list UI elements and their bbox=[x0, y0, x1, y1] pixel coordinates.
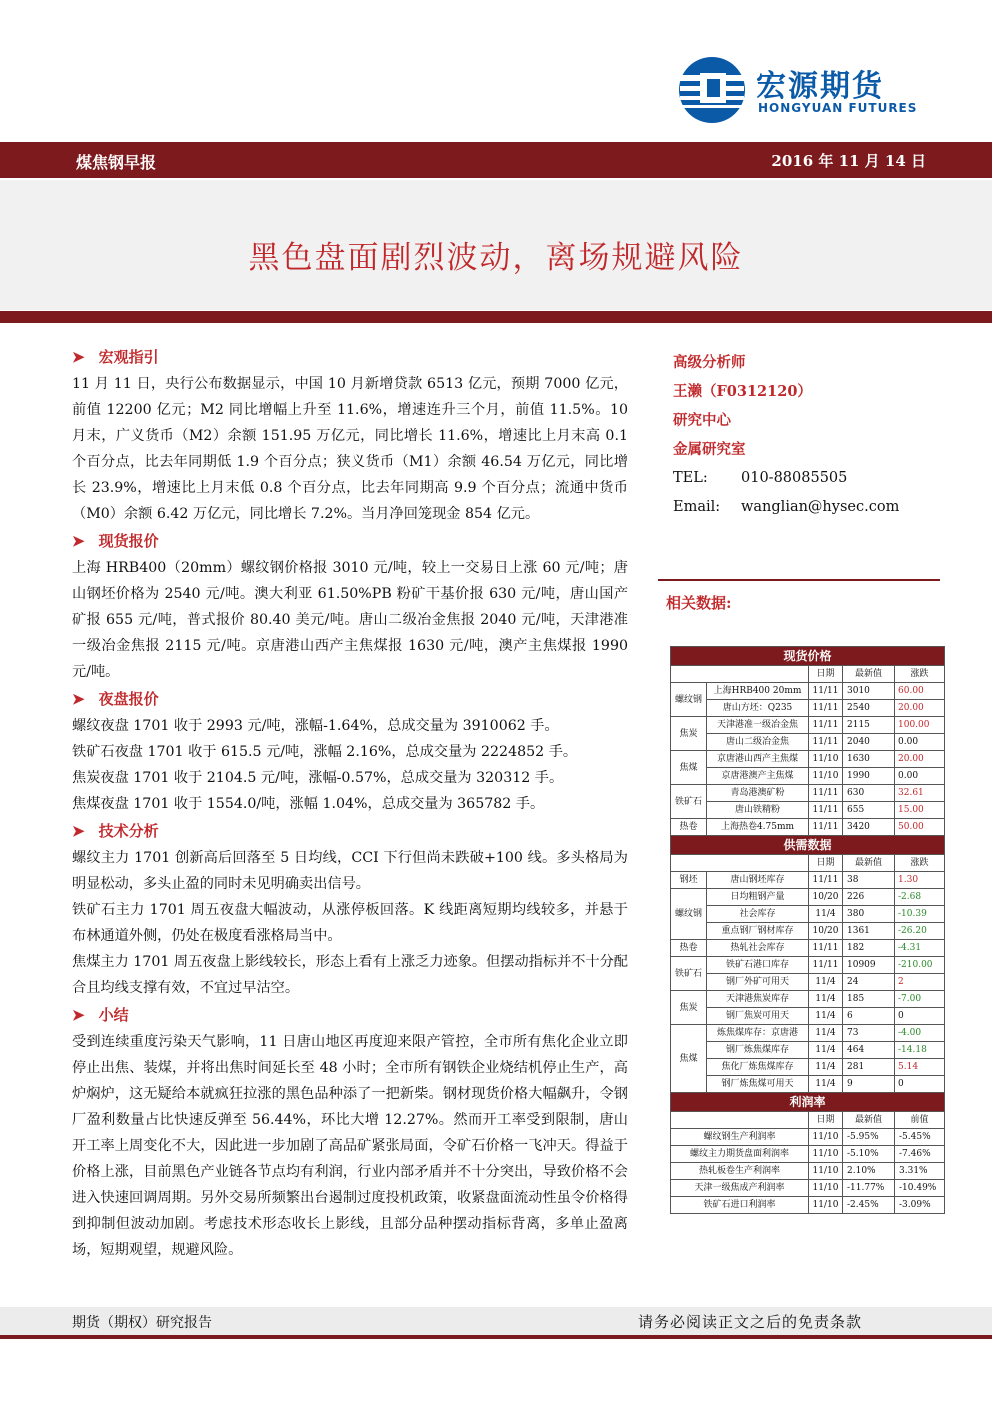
table-row bbox=[671, 1008, 945, 1025]
column-header: 日期 bbox=[809, 855, 843, 872]
item-cell: 青岛港澳矿粉 bbox=[707, 785, 809, 802]
item-cell: 热轧板卷生产利润率 bbox=[671, 1163, 809, 1180]
table-row bbox=[671, 785, 945, 802]
brand-logo bbox=[676, 55, 936, 125]
date-cell: 11/10 bbox=[809, 1180, 843, 1197]
value-cell: 2.10% bbox=[843, 1163, 895, 1180]
value-cell: 1990 bbox=[843, 768, 895, 785]
item-cell: 日均粗钢产量 bbox=[707, 889, 809, 906]
value-cell: 182 bbox=[843, 940, 895, 957]
brand-name-en: HONGYUAN FUTURES bbox=[758, 101, 918, 115]
section-spot bbox=[72, 527, 628, 685]
previous-value-cell: -7.46% bbox=[895, 1146, 945, 1163]
category-cell: 铁矿石 bbox=[671, 785, 707, 819]
footer-disclaimer: 请务必阅读正文之后的免责条款 bbox=[638, 1313, 863, 1331]
analyst-name: 王濑（F0312120） bbox=[673, 383, 812, 400]
item-cell: 上海热卷4.75mm bbox=[707, 819, 809, 836]
analyst-email[interactable]: wanglian@hysec.com bbox=[741, 499, 900, 515]
category-cell: 钢坯 bbox=[671, 872, 707, 889]
date-cell: 11/11 bbox=[809, 734, 843, 751]
header-bar bbox=[0, 142, 992, 178]
section-night bbox=[72, 685, 628, 817]
change-cell: 32.61 bbox=[895, 785, 945, 802]
market-data-table bbox=[670, 646, 945, 1214]
table-row bbox=[671, 751, 945, 768]
date-cell: 11/4 bbox=[809, 1059, 843, 1076]
paragraph: 焦煤主力 1701 周五夜盘上影线较长，形态上看有上涨乏力迹象。但摆动指标并不十分配合且均线支撑有效，不宜过早沽空。 bbox=[72, 954, 628, 996]
header-blank bbox=[671, 666, 809, 683]
date-cell: 11/10 bbox=[809, 1163, 843, 1180]
item-cell: 京唐港山西产主焦煤 bbox=[707, 751, 809, 768]
change-cell: 50.00 bbox=[895, 819, 945, 836]
header-blank bbox=[671, 1112, 809, 1129]
date-cell: 10/20 bbox=[809, 889, 843, 906]
table-column-header bbox=[671, 1112, 945, 1129]
date-cell: 11/4 bbox=[809, 991, 843, 1008]
title-rule bbox=[0, 311, 992, 323]
date-cell: 11/4 bbox=[809, 974, 843, 991]
chevron-right-icon: ➤ bbox=[72, 348, 85, 366]
column-header: 最新值 bbox=[843, 855, 895, 872]
table-column-header bbox=[671, 855, 945, 872]
side-divider bbox=[658, 579, 940, 581]
analyst-dept: 研究中心 bbox=[673, 412, 731, 429]
date-cell: 11/11 bbox=[809, 940, 843, 957]
item-cell: 焦化厂炼焦煤库存 bbox=[707, 1059, 809, 1076]
value-cell: 281 bbox=[843, 1059, 895, 1076]
table-row bbox=[671, 1146, 945, 1163]
column-header: 前值 bbox=[895, 1112, 945, 1129]
change-cell: 60.00 bbox=[895, 683, 945, 700]
value-cell: 3010 bbox=[843, 683, 895, 700]
item-cell: 天津港准一级冶金焦 bbox=[707, 717, 809, 734]
item-cell: 京唐港澳产主焦煤 bbox=[707, 768, 809, 785]
paragraph: 11 月 11 日，央行公布数据显示，中国 10 月新增贷款 6513 亿元，预期 7000 亿元，前值 12200 亿元；M2 同比增幅上升至 11.6%，增速连升三个月，前值 11.5%。10 月末，广义货币（M2）余额 151.95 万亿元，同比增长 11.6%，增速比上月末高 0.1 个百分点，比去年同期低 1.9 个百分点；狭义货币（M1）余额 46.54 万亿元，同比增长 23.9%，增速比上月末低 0.8 个百分点，比去年同期高 9.9 个百分点；流通中货币（M0）余额 6.42 万亿元，同比增长 7.2%。当月净回笼现金 854 亿元。 bbox=[72, 376, 628, 522]
paragraph: 上海 HRB400（20mm）螺纹钢价格报 3010 元/吨，较上一交易日上涨 60 元/吨；唐山钢坯价格为 2540 元/吨。澳大利亚 61.50%PB 粉矿干基价报 630 元/吨，唐山国产矿报 655 元/吨，普式报价 80.40 美元/吨。唐山二级冶金焦报 2040 元/吨，天津港准一级冶金焦报 2115 元/吨。京唐港山西产主焦煤报 1630 元/吨，澳产主焦煤报 1990 元/吨。 bbox=[72, 560, 629, 680]
chevron-right-icon: ➤ bbox=[72, 822, 85, 840]
date-cell: 11/11 bbox=[809, 683, 843, 700]
change-cell: -10.39 bbox=[895, 906, 945, 923]
header-blank bbox=[671, 855, 809, 872]
change-cell: 1.30 bbox=[895, 872, 945, 889]
date-cell: 11/11 bbox=[809, 802, 843, 819]
previous-value-cell: -10.49% bbox=[895, 1180, 945, 1197]
table-row bbox=[671, 1163, 945, 1180]
change-cell: 2 bbox=[895, 974, 945, 991]
item-cell: 钢厂焦炭可用天 bbox=[707, 1008, 809, 1025]
category-cell: 焦煤 bbox=[671, 751, 707, 785]
analyst-team: 金属研究室 bbox=[673, 441, 746, 458]
footer-report-type: 期货（期权）研究报告 bbox=[72, 1315, 212, 1331]
value-cell: 226 bbox=[843, 889, 895, 906]
chevron-right-icon: ➤ bbox=[72, 532, 85, 550]
value-cell: 2040 bbox=[843, 734, 895, 751]
category-cell: 热卷 bbox=[671, 819, 707, 836]
change-cell: -210.00 bbox=[895, 957, 945, 974]
chevron-right-icon: ➤ bbox=[72, 1006, 85, 1024]
change-cell: -4.31 bbox=[895, 940, 945, 957]
category-cell: 焦炭 bbox=[671, 991, 707, 1025]
table-band bbox=[671, 836, 945, 855]
change-cell: 15.00 bbox=[895, 802, 945, 819]
section-heading: 夜盘报价 bbox=[98, 690, 159, 708]
value-cell: 38 bbox=[843, 872, 895, 889]
previous-value-cell: -3.09% bbox=[895, 1197, 945, 1214]
related-data-title: 相关数据: bbox=[666, 594, 732, 612]
paragraph: 焦煤夜盘 1701 收于 1554.0/吨，涨幅 1.04%，总成交量为 365782 手。 bbox=[72, 796, 545, 812]
item-cell: 螺纹主力期货盘面利润率 bbox=[671, 1146, 809, 1163]
section-heading: 技术分析 bbox=[98, 822, 159, 840]
change-cell: 100.00 bbox=[895, 717, 945, 734]
change-cell: -2.68 bbox=[895, 889, 945, 906]
date-cell: 11/10 bbox=[809, 1197, 843, 1214]
table-row bbox=[671, 923, 945, 940]
item-cell: 钢厂外矿可用天 bbox=[707, 974, 809, 991]
date-cell: 11/4 bbox=[809, 1076, 843, 1093]
date-cell: 11/10 bbox=[809, 751, 843, 768]
section-technical bbox=[72, 817, 628, 1001]
date-cell: 11/11 bbox=[809, 700, 843, 717]
table-row bbox=[671, 802, 945, 819]
table-row bbox=[671, 974, 945, 991]
table-row bbox=[671, 906, 945, 923]
date-cell: 11/11 bbox=[809, 717, 843, 734]
chevron-right-icon: ➤ bbox=[72, 690, 85, 708]
value-cell: 3420 bbox=[843, 819, 895, 836]
report-date: 2016 年 11 月 14 日 bbox=[771, 152, 926, 170]
table-row bbox=[671, 700, 945, 717]
column-header: 涨跌 bbox=[895, 666, 945, 683]
date-cell: 11/4 bbox=[809, 906, 843, 923]
table-band bbox=[671, 647, 945, 666]
band-title: 利润率 bbox=[671, 1093, 945, 1112]
change-cell: 0.00 bbox=[895, 734, 945, 751]
table-row bbox=[671, 1059, 945, 1076]
item-cell: 唐山二级冶金焦 bbox=[707, 734, 809, 751]
table-row bbox=[671, 1025, 945, 1042]
table-row bbox=[671, 1129, 945, 1146]
value-cell: 655 bbox=[843, 802, 895, 819]
item-cell: 唐山铁精粉 bbox=[707, 802, 809, 819]
value-cell: 630 bbox=[843, 785, 895, 802]
analyst-role: 高级分析师 bbox=[673, 354, 746, 371]
item-cell: 上海HRB400 20mm bbox=[707, 683, 809, 700]
item-cell: 钢厂炼焦煤库存 bbox=[707, 1042, 809, 1059]
paragraph: 受到连续重度污染天气影响，11 日唐山地区再度迎来限产管控，全市所有焦化企业立即停止出焦、装煤，并将出焦时间延长至 48 小时；全市所有钢铁企业烧结机停止生产，高炉焖炉，这无疑给本就疯狂拉涨的黑色品种添了一把新柴。钢材现货价格大幅飙升，令钢厂盈利数量占比快速反弹至 56.44%，环比大增 12.27%。然而开工率受到限制，唐山开工率上周变化不大，因此进一步加剧了高品矿紧张局面，令矿石价格一飞冲天。得益于价格上涨，目前黑色产业链各节点均有利润，行业内部矛盾并不十分突出，导致价格不会进入快速回调周期。另外交易所频繁出台遏制过度投机政策，收紧盘面流动性虽令价格得到抑制但波动加剧。考虑技术形态收长上影线，且部分品种摆动指标背离，多单止盈离场，短期观望，规避风险。 bbox=[72, 1034, 628, 1258]
value-cell: 2115 bbox=[843, 717, 895, 734]
table-row bbox=[671, 734, 945, 751]
paragraph: 螺纹夜盘 1701 收于 2993 元/吨，涨幅-1.64%，总成交量为 3910062 手。 bbox=[72, 718, 559, 734]
category-cell: 焦炭 bbox=[671, 717, 707, 751]
date-cell: 11/11 bbox=[809, 957, 843, 974]
value-cell: 2540 bbox=[843, 700, 895, 717]
change-cell: 5.14 bbox=[895, 1059, 945, 1076]
table-row bbox=[671, 1042, 945, 1059]
date-cell: 11/11 bbox=[809, 785, 843, 802]
item-cell: 钢厂炼焦煤可用天 bbox=[707, 1076, 809, 1093]
item-cell: 天津港焦炭库存 bbox=[707, 991, 809, 1008]
previous-value-cell: -5.45% bbox=[895, 1129, 945, 1146]
item-cell: 铁矿石进口利润率 bbox=[671, 1197, 809, 1214]
category-cell: 螺纹钢 bbox=[671, 683, 707, 717]
change-cell: 20.00 bbox=[895, 751, 945, 768]
column-header: 日期 bbox=[809, 1112, 843, 1129]
tel-label: TEL: bbox=[673, 470, 708, 486]
change-cell: 20.00 bbox=[895, 700, 945, 717]
category-cell: 螺纹钢 bbox=[671, 889, 707, 940]
change-cell: -26.20 bbox=[895, 923, 945, 940]
paragraph: 螺纹主力 1701 创新高后回落至 5 日均线，CCI 下行但尚未跌破+100 线。多头格局为明显松动，多头止盈的同时未见明确卖出信号。 bbox=[72, 850, 628, 892]
section-macro bbox=[72, 343, 628, 527]
item-cell: 热轧社会库存 bbox=[707, 940, 809, 957]
footer-rule bbox=[0, 1335, 992, 1339]
band-title: 供需数据 bbox=[671, 836, 945, 855]
item-cell: 社会库存 bbox=[707, 906, 809, 923]
value-cell: 73 bbox=[843, 1025, 895, 1042]
section-summary bbox=[72, 1001, 628, 1263]
date-cell: 11/11 bbox=[809, 872, 843, 889]
band-title: 现货价格 bbox=[671, 647, 945, 666]
table-column-header bbox=[671, 666, 945, 683]
item-cell: 天津一级焦成产利润率 bbox=[671, 1180, 809, 1197]
table-row bbox=[671, 872, 945, 889]
analyst-info bbox=[673, 348, 899, 522]
value-cell: -11.77% bbox=[843, 1180, 895, 1197]
category-cell: 热卷 bbox=[671, 940, 707, 957]
previous-value-cell: 3.31% bbox=[895, 1163, 945, 1180]
date-cell: 11/4 bbox=[809, 1008, 843, 1025]
item-cell: 炼焦煤库存：京唐港 bbox=[707, 1025, 809, 1042]
change-cell: -4.00 bbox=[895, 1025, 945, 1042]
report-type: 煤焦钢早报 bbox=[76, 153, 157, 172]
table-row bbox=[671, 768, 945, 785]
column-header: 最新值 bbox=[843, 1112, 895, 1129]
paragraph: 焦炭夜盘 1701 收于 2104.5 元/吨，涨幅-0.57%，总成交量为 320312 手。 bbox=[72, 770, 564, 786]
item-cell: 重点钢厂钢材库存 bbox=[707, 923, 809, 940]
value-cell: -5.95% bbox=[843, 1129, 895, 1146]
change-cell: 0 bbox=[895, 1008, 945, 1025]
table-band bbox=[671, 1093, 945, 1112]
table-row bbox=[671, 819, 945, 836]
value-cell: 464 bbox=[843, 1042, 895, 1059]
value-cell: 10909 bbox=[843, 957, 895, 974]
value-cell: 1361 bbox=[843, 923, 895, 940]
analyst-tel: 010-88085505 bbox=[741, 470, 848, 486]
value-cell: 24 bbox=[843, 974, 895, 991]
date-cell: 11/10 bbox=[809, 1146, 843, 1163]
date-cell: 10/20 bbox=[809, 923, 843, 940]
change-cell: -14.18 bbox=[895, 1042, 945, 1059]
section-heading: 现货报价 bbox=[98, 532, 159, 550]
item-cell: 唐山方坯：Q235 bbox=[707, 700, 809, 717]
value-cell: 1630 bbox=[843, 751, 895, 768]
date-cell: 11/4 bbox=[809, 1042, 843, 1059]
date-cell: 11/4 bbox=[809, 1025, 843, 1042]
value-cell: 185 bbox=[843, 991, 895, 1008]
footer bbox=[0, 1307, 992, 1335]
table-row bbox=[671, 717, 945, 734]
change-cell: -7.00 bbox=[895, 991, 945, 1008]
date-cell: 11/11 bbox=[809, 819, 843, 836]
value-cell: -2.45% bbox=[843, 1197, 895, 1214]
paragraph: 铁矿石夜盘 1701 收于 615.5 元/吨，涨幅 2.16%，总成交量为 2224852 手。 bbox=[72, 744, 578, 760]
category-cell: 焦煤 bbox=[671, 1025, 707, 1093]
value-cell: -5.10% bbox=[843, 1146, 895, 1163]
brand-name-cn: 宏源期货 bbox=[756, 69, 884, 104]
email-label: Email: bbox=[673, 499, 721, 515]
table-row bbox=[671, 1197, 945, 1214]
item-cell: 唐山钢坯库存 bbox=[707, 872, 809, 889]
main-content bbox=[72, 343, 628, 1263]
table-row bbox=[671, 940, 945, 957]
table-row bbox=[671, 991, 945, 1008]
value-cell: 9 bbox=[843, 1076, 895, 1093]
item-cell: 螺纹钢生产利润率 bbox=[671, 1129, 809, 1146]
change-cell: 0.00 bbox=[895, 768, 945, 785]
paragraph: 铁矿石主力 1701 周五夜盘大幅波动，从涨停板回落。K 线距离短期均线较多，并悬于布林通道外侧，仍处在极度看涨格局当中。 bbox=[72, 902, 628, 944]
column-header: 最新值 bbox=[843, 666, 895, 683]
column-header: 日期 bbox=[809, 666, 843, 683]
section-heading: 宏观指引 bbox=[98, 348, 159, 366]
value-cell: 380 bbox=[843, 906, 895, 923]
table-row bbox=[671, 1076, 945, 1093]
date-cell: 11/10 bbox=[809, 1129, 843, 1146]
section-heading: 小结 bbox=[98, 1006, 129, 1024]
item-cell: 铁矿石港口库存 bbox=[707, 957, 809, 974]
change-cell: 0 bbox=[895, 1076, 945, 1093]
page-title: 黑色盘面剧烈波动，离场规避风险 bbox=[248, 240, 744, 276]
date-cell: 11/10 bbox=[809, 768, 843, 785]
table-row bbox=[671, 1180, 945, 1197]
column-header: 涨跌 bbox=[895, 855, 945, 872]
table-row bbox=[671, 683, 945, 700]
category-cell: 铁矿石 bbox=[671, 957, 707, 991]
table-row bbox=[671, 957, 945, 974]
table-row bbox=[671, 889, 945, 906]
value-cell: 6 bbox=[843, 1008, 895, 1025]
hongyuan-logo-icon bbox=[676, 55, 748, 125]
